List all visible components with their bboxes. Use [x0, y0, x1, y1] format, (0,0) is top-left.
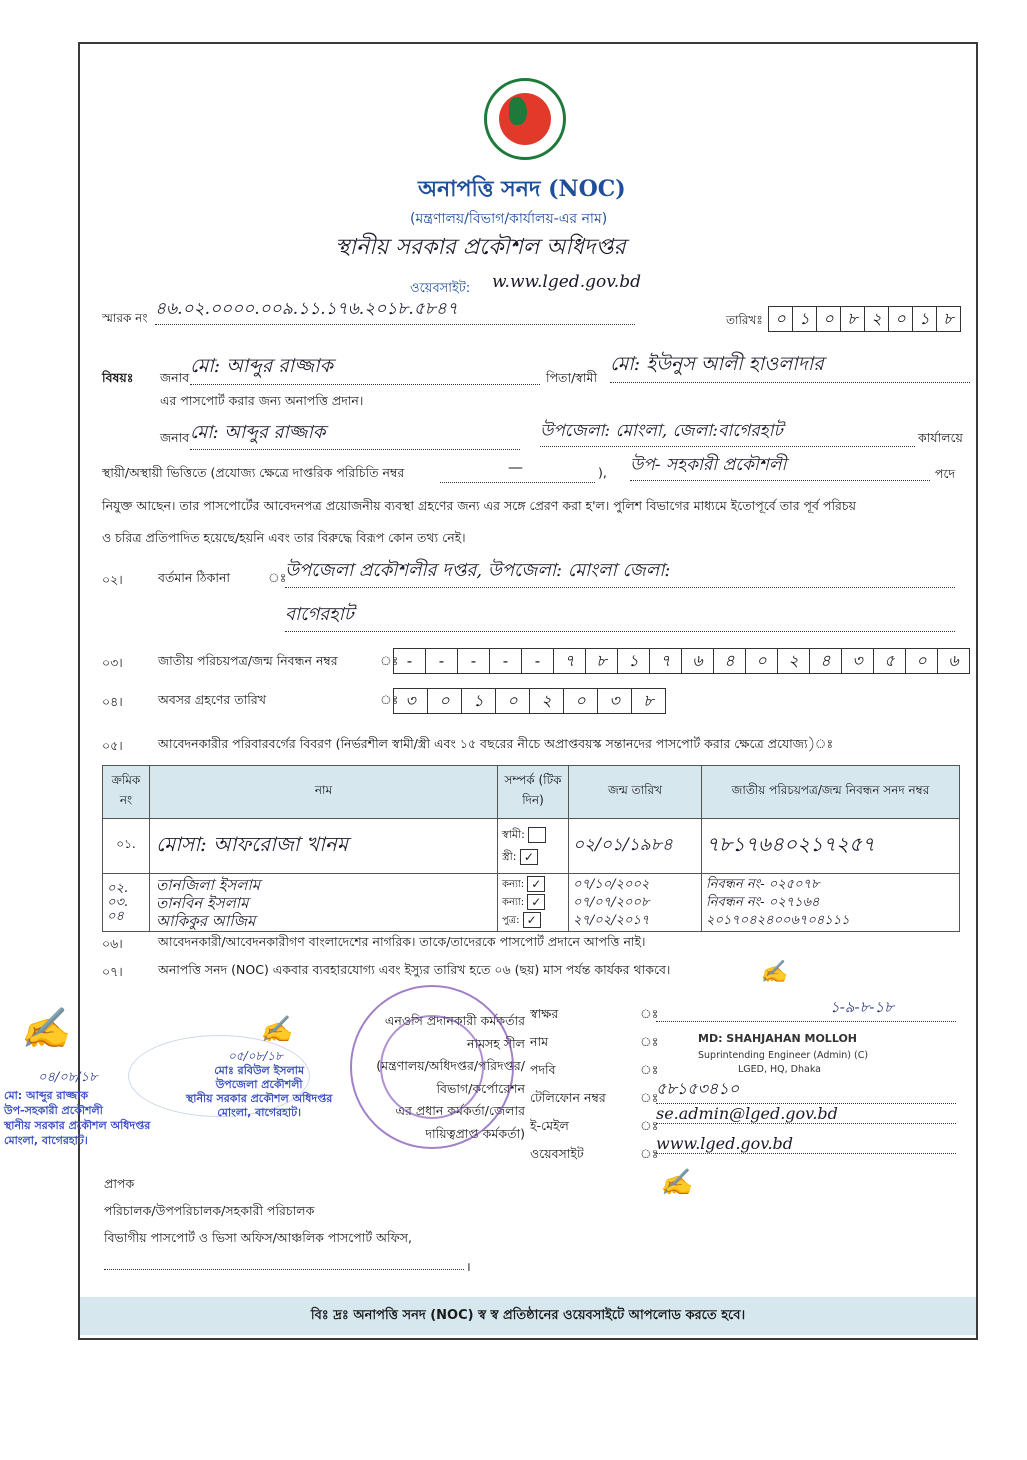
- row2-name-3: আকিকুর আজিম: [156, 911, 256, 930]
- father-name: মো: ইউনুস আলী হাওলাদার: [610, 350, 970, 383]
- officer-website: www.lged.gov.bd: [656, 1134, 956, 1154]
- col-relation: সম্পর্ক (টিক দিন): [498, 766, 569, 819]
- row2-nids: [702, 874, 960, 932]
- signatory-line: বিভাগ/কর্পোরেশন: [436, 1080, 525, 1096]
- office-round-stamp-inner-icon: [380, 1015, 484, 1119]
- digit-box: ২: [778, 648, 810, 674]
- engineer-signature-icon: ✍: [260, 1015, 293, 1045]
- subject-line2: এর পাসপোর্ট করার জন্য অনাপত্তি প্রদান।: [160, 393, 364, 408]
- row2-name-2: তানবিন ইসলাম: [156, 893, 249, 912]
- item-04-colon: ঃ: [380, 692, 399, 707]
- digit-box: ৬: [938, 648, 970, 674]
- signatory-line: দায়িত্বপ্রাপ্ত কর্মকর্তা): [425, 1125, 525, 1141]
- row2-names: [150, 874, 498, 932]
- signature-field-label: ই-মেইল: [530, 1118, 569, 1133]
- digit-box: ১: [793, 306, 817, 332]
- row1-serial: ০১.: [103, 819, 150, 874]
- item-03-colon: ঃ: [380, 653, 399, 668]
- row2-nid-2: নিবন্ধন নং- ০২৭১৬৪: [706, 894, 820, 910]
- row1-dob: ০২/০১/১৯৮৪: [569, 819, 702, 874]
- table-row: [103, 819, 960, 874]
- digit-box: ৪: [810, 648, 842, 674]
- digit-box: ০: [889, 306, 913, 332]
- signature-field-colon: ঃ: [640, 1146, 659, 1161]
- col-name: নাম: [150, 766, 498, 819]
- digit-box: ০: [564, 688, 598, 714]
- row2-name-1: তানজিলা ইসলাম: [156, 875, 261, 894]
- recipient-label: প্রাপক: [104, 1176, 135, 1191]
- digit-box: -: [393, 648, 426, 674]
- digit-box: ০: [906, 648, 938, 674]
- body-post-suffix: পদে: [935, 466, 956, 481]
- officer-name: MD: SHAHJAHAN MOLLOH: [698, 1032, 857, 1045]
- subject-label: বিষয়ঃ: [102, 370, 134, 385]
- sign-date: ১-৯-৮-১৮: [830, 998, 894, 1016]
- date-digit-boxes: [768, 306, 961, 332]
- item-02-num: ০২।: [102, 572, 123, 587]
- body-line4: ও চরিত্র প্রতিপাদিত হয়েছে/হয়নি এবং তার বিরুদ্ধে বিরূপ কোন তথ্য নেই।: [102, 530, 466, 545]
- recipient-line2: বিভাগীয় পাসপোর্ট ও ভিসা অফিস/আঞ্চলিক পাসপোর্ট অফিস,: [104, 1230, 412, 1245]
- father-label: পিতা/স্বামী: [546, 370, 598, 385]
- digit-box: ৭: [650, 648, 682, 674]
- body-office-suffix: কার্যালয়ে: [918, 430, 963, 445]
- stamp-line: উপ-সহকারী প্রকৌশলী: [4, 1104, 103, 1117]
- stamp-line: স্থানীয় সরকার প্রকৌশল অধিদপ্তর: [4, 1119, 151, 1132]
- applicant-stamp: [4, 1088, 150, 1148]
- government-seal-icon: [484, 78, 566, 160]
- signature-field-label: ওয়েবসাইট: [530, 1146, 584, 1161]
- digit-box: ৩: [393, 688, 428, 714]
- item-02-colon: ঃ: [268, 570, 287, 585]
- digit-box: ০: [817, 306, 841, 332]
- signature-field-colon: ঃ: [640, 1090, 659, 1105]
- website-label: ওয়েবসাইট:: [410, 281, 471, 296]
- stamp-line: উপজেলা প্রকৌশলী: [215, 1078, 303, 1091]
- item-02-address-2: বাগেরহাট: [285, 600, 955, 632]
- signature-field-label: নাম: [530, 1034, 549, 1049]
- item-05-label: আবেদনকারীর পরিবারবর্গের বিবরণ (নির্ভরশীল স্বামী/স্ত্রী এবং ১৫ বছরের নীচে অপ্রাপ্তবয়স্ক সন্তানদের পাসপোর্ট করার ক্ষেত্রে প্রযোজ্য)ঃ: [158, 736, 834, 751]
- wife-checkbox[interactable]: ✓: [520, 849, 538, 865]
- daughter-checkbox-1[interactable]: ✓: [527, 876, 545, 892]
- relation-son-label: পুত্র:: [502, 914, 520, 926]
- retirement-digit-boxes: [393, 688, 666, 714]
- row2-serial-1: ০২.: [107, 880, 129, 896]
- row2-dobs: [569, 874, 702, 932]
- date-label: তারিখঃ: [726, 313, 763, 327]
- body-post: উপ- সহকারী প্রকৌশলী: [630, 452, 930, 481]
- table-header-row: [103, 766, 960, 819]
- signature-field-colon: ঃ: [640, 1034, 659, 1049]
- digit-box: ২: [530, 688, 564, 714]
- upazila-engineer-stamp: [186, 1064, 332, 1120]
- daughter-checkbox-2[interactable]: ✓: [527, 894, 545, 910]
- item-02-address-1: উপজেলা প্রকৌশলীর দপ্তর, উপজেলা: মোংলা জেলা:: [285, 556, 955, 588]
- row1-nid: ৭৮১৭৬৪০২১৭২৫৭: [702, 819, 960, 874]
- body-office: উপজেলা: মোংলা, জেলা:বাগেরহাট: [540, 418, 915, 447]
- item-07-num: ০৭।: [102, 964, 123, 979]
- footer-note: বিঃ দ্রঃ অনাপত্তি সনদ (NOC) স্ব স্ব প্রতিষ্ঠানের ওয়েবসাইটে আপলোড করতে হবে।: [80, 1297, 976, 1335]
- officer-phone: ৫৮১৫৩৪১০: [656, 1076, 956, 1104]
- digit-box: ৭: [554, 648, 586, 674]
- digit-box: ২: [865, 306, 889, 332]
- digit-box: ০: [768, 306, 793, 332]
- item-07-text: অনাপত্তি সনদ (NOC) একবার ব্যবহারযোগ্য এবং ইস্যুর তারিখ হতে ০৬ (ছয়) মাস পর্যন্ত কার্যকর থাকবে।: [158, 962, 671, 977]
- stamp-line: মোংলা, বাগেরহাট।: [4, 1134, 88, 1147]
- signature-field-colon: ঃ: [640, 1118, 659, 1133]
- item-05-num: ০৫।: [102, 738, 123, 753]
- digit-box: -: [458, 648, 490, 674]
- row2-serials: [103, 874, 150, 932]
- digit-box: ০: [746, 648, 778, 674]
- relation-daughter-label-1: কন্যা:: [502, 878, 525, 890]
- item-04-label: অবসর গ্রহণের তারিখ: [158, 692, 266, 707]
- son-checkbox[interactable]: ✓: [523, 912, 541, 928]
- digit-box: -: [490, 648, 522, 674]
- applicant-sign-date: ০৪/০৮/১৮: [38, 1070, 98, 1085]
- official-id-dash: —: [508, 458, 523, 476]
- body-mr: জনাব: [160, 430, 190, 445]
- digit-box: ৮: [632, 688, 666, 714]
- signatory-line: এনওসি প্রদানকারী কর্মকর্তার: [384, 1013, 525, 1028]
- website-value: w.ww.lged.gov.bd: [492, 272, 641, 292]
- digit-box: ৪: [714, 648, 746, 674]
- recipient-line1: পরিচালক/উপপরিচালক/সহকারী পরিচালক: [104, 1203, 315, 1218]
- officer-office: LGED, HQ, Dhaka: [738, 1064, 821, 1075]
- digit-box: ৮: [841, 306, 865, 332]
- digit-box: ৩: [598, 688, 632, 714]
- engineer-sign-date: ০৫/০৮/১৮: [228, 1049, 283, 1063]
- subject-name: মো: আব্দুর রাজ্জাক: [190, 352, 540, 385]
- row2-serial-3: ০৪: [107, 908, 124, 924]
- stamp-line: মো: আব্দুর রাজ্জাক: [4, 1089, 89, 1102]
- memo-value: ৪৬.০২.০০০০.০০৯.১১.১৭৬.২০১৮.৫৮৪৭: [155, 296, 635, 325]
- relation-husband-label: স্বামী:: [502, 828, 525, 841]
- recipient-line3-end: ।: [466, 1259, 471, 1274]
- row2-serial-2: ০৩.: [107, 894, 129, 910]
- digit-box: ৬: [682, 648, 714, 674]
- body-line2: স্থায়ী/অস্থায়ী ভিত্তিতে (প্রযোজ্য ক্ষেত্রে দাপ্তরিক পরিচিতি নম্বর: [102, 465, 405, 480]
- col-serial: ক্রমিক নং: [103, 766, 150, 819]
- signature-field-label: স্বাক্ষর: [530, 1006, 559, 1021]
- applicant-signature-icon: ✍: [20, 1006, 70, 1052]
- digit-box: -: [426, 648, 458, 674]
- subject-mr: জনাব: [160, 370, 190, 385]
- digit-box: ১: [618, 648, 650, 674]
- col-nid: জাতীয় পরিচয়পত্র/জন্ম নিবন্ধন সনদ নম্বর: [702, 766, 960, 819]
- row2-dob-2: ০৭/০৭/২০০৮: [573, 894, 650, 910]
- signatory-line: নামসহ সীল: [467, 1035, 525, 1051]
- memo-label: স্মারক নং: [102, 311, 148, 325]
- office-name: স্থানীয় সরকার প্রকৌশল অধিদপ্তর: [335, 235, 626, 260]
- husband-checkbox[interactable]: [528, 827, 546, 843]
- item-06-text: আবেদনকারী/আবেদনকারীগণ বাংলাদেশের নাগরিক। তাকে/তাদেরকে পাসপোর্ট প্রদানে আপত্তি নাই।: [158, 934, 646, 949]
- signature-field-colon: ঃ: [640, 1062, 659, 1077]
- col-dob: জন্ম তারিখ: [569, 766, 702, 819]
- relation-wife-label: স্ত্রী:: [502, 850, 517, 863]
- stamp-line: মোংলা, বাগেরহাট।: [217, 1106, 302, 1119]
- row2-nid-1: নিবন্ধন নং- ০২৫০৭৮: [706, 876, 820, 892]
- page-title: অনাপত্তি সনদ (NOC): [418, 176, 626, 202]
- stamp-line: মোঃ রবিউল ইসলাম: [214, 1064, 305, 1077]
- stamp-line: স্থানীয় সরকার প্রকৌশল অধিদপ্তর: [186, 1092, 333, 1105]
- officer-signature-icon: ✍: [760, 960, 788, 985]
- digit-box: ০: [496, 688, 530, 714]
- digit-box: ৮: [586, 648, 618, 674]
- nid-digit-boxes: [393, 648, 970, 674]
- row1-name: মোসা: আফরোজা খানম: [150, 819, 498, 874]
- sign-line: [656, 1020, 956, 1022]
- row1-relation: [498, 819, 569, 874]
- digit-box: -: [522, 648, 554, 674]
- initial-signature-icon: ✍: [660, 1168, 693, 1198]
- signature-field-label: পদবি: [530, 1062, 556, 1077]
- digit-box: ১: [462, 688, 496, 714]
- row2-relation: [498, 874, 569, 932]
- recipient-line3-blank: [104, 1268, 464, 1270]
- digit-box: ০: [428, 688, 462, 714]
- page-subtitle: (মন্ত্রণালয়/বিভাগ/কার্যালয়-এর নাম): [410, 211, 608, 227]
- officer-title: Suprintending Engineer (Admin) (C): [698, 1050, 869, 1061]
- body-line2-close: ),: [598, 465, 607, 480]
- signature-field-colons: [640, 1000, 659, 1168]
- signature-field-label: টেলিফোন নম্বর: [530, 1090, 606, 1105]
- signatory-line: এর প্রধান কর্মকর্তা/জেলার: [395, 1103, 525, 1118]
- family-table: [102, 765, 960, 932]
- relation-daughter-label-2: কন্যা:: [502, 896, 525, 908]
- row2-nid-3: ২০১৭০৪২৪০০৬৭০৪১১১: [706, 912, 850, 928]
- signature-field-labels: [530, 1000, 630, 1168]
- row2-dob-1: ০৭/১০/২০০২: [573, 876, 650, 892]
- signatory-line: (মন্ত্রণালয়/অধিদপ্তর/পরিদপ্তর/: [376, 1058, 525, 1073]
- item-03-num: ০৩।: [102, 655, 123, 670]
- item-06-num: ০৬।: [102, 936, 123, 951]
- officer-email: se.admin@lged.gov.bd: [656, 1104, 956, 1124]
- digit-box: ৮: [937, 306, 961, 332]
- table-row: [103, 874, 960, 932]
- row2-dob-3: ২৭/০২/২০১৭: [573, 912, 650, 928]
- item-03-label: জাতীয় পরিচয়পত্র/জন্ম নিবন্ধন নম্বর: [158, 653, 338, 668]
- item-04-num: ০৪।: [102, 694, 123, 709]
- body-name: মো: আব্দুর রাজ্জাক: [190, 418, 520, 450]
- body-line3: নিযুক্ত আছেন। তার পাসপোর্টের আবেদনপত্র প্রয়োজনীয় ব্যবস্থা গ্রহণের জন্য এর সঙ্গে প্রেরণ করা হ'ল। পুলিশ বিভাগের মাধ্যমে ইতোপূর্বে তার পূর্ব পরিচয়: [102, 498, 857, 513]
- digit-box: ৩: [842, 648, 874, 674]
- digit-box: ১: [913, 306, 937, 332]
- digit-box: ৫: [874, 648, 906, 674]
- item-02-label: বর্তমান ঠিকানা: [158, 570, 231, 585]
- signature-field-colon: ঃ: [640, 1006, 659, 1021]
